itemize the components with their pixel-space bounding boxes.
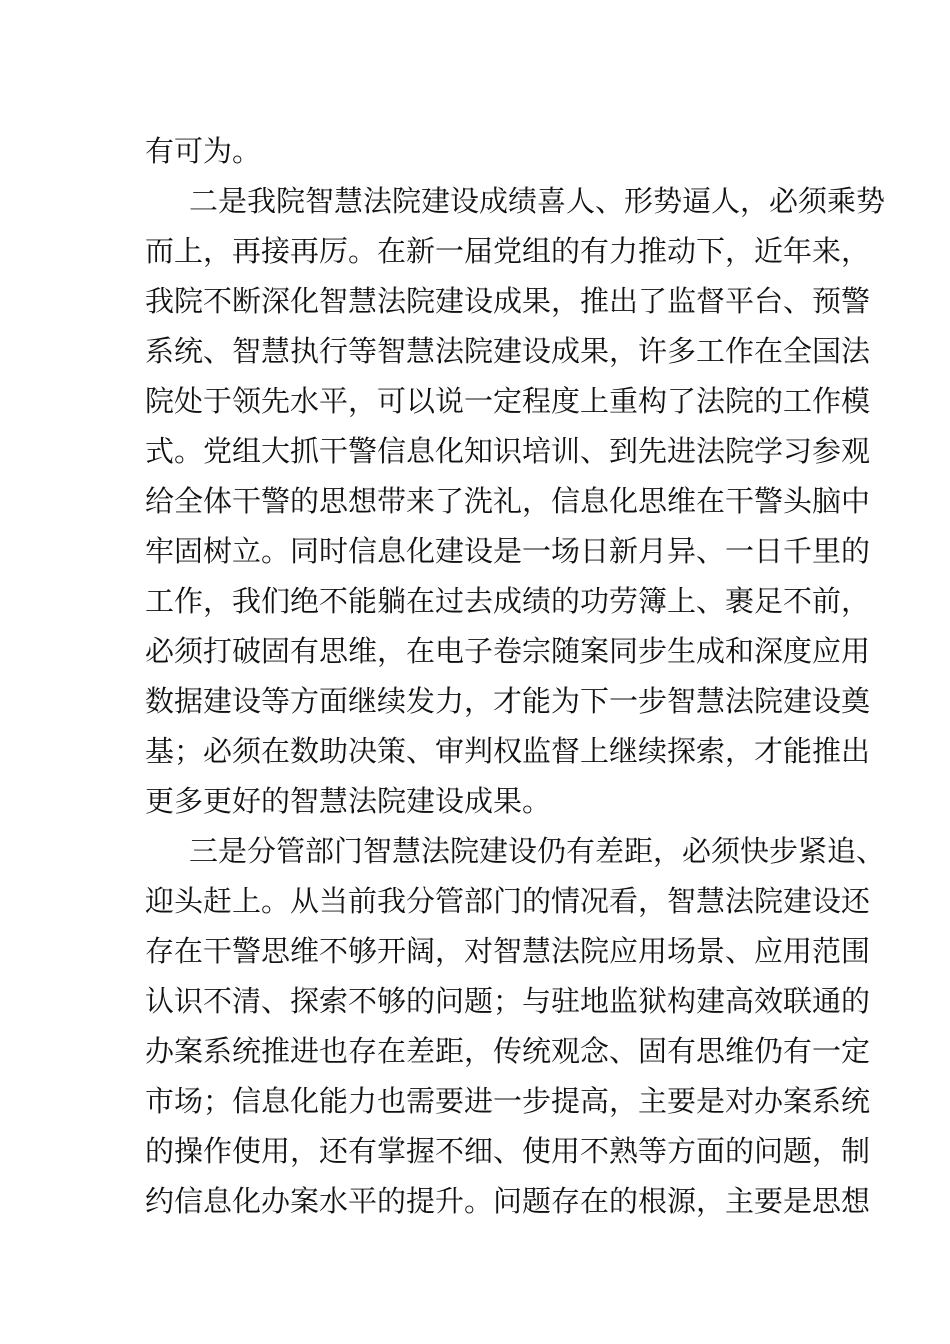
- text-line: 工作，我们绝不能躺在过去成绩的功劳簿上、裹足不前，: [145, 584, 871, 618]
- text-line: 存在干警思维不够开阔，对智慧法院应用场景、应用范围: [145, 934, 871, 968]
- text-line: 约信息化办案水平的提升。问题存在的根源，主要是思想: [145, 1184, 871, 1218]
- text-line: 市场；信息化能力也需要进一步提高，主要是对办案系统: [145, 1084, 871, 1118]
- text-line: 三是分管部门智慧法院建设仍有差距，必须快步紧追、: [189, 834, 886, 868]
- text-line: 而上，再接再厉。在新一届党组的有力推动下，近年来，: [145, 234, 871, 268]
- text-line: 认识不清、探索不够的问题；与驻地监狱构建高效联通的: [145, 984, 871, 1018]
- text-line: 牢固树立。同时信息化建设是一场日新月异、一日千里的: [145, 534, 871, 568]
- text-line: 有可为。: [145, 134, 262, 168]
- text-line: 的操作使用，还有掌握不细、使用不熟等方面的问题，制: [145, 1134, 871, 1168]
- text-line: 数据建设等方面继续发力，才能为下一步智慧法院建设奠: [145, 684, 871, 718]
- text-line: 我院不断深化智慧法院建设成果，推出了监督平台、预警: [145, 284, 871, 318]
- text-line: 更多更好的智慧法院建设成果。: [145, 784, 552, 818]
- text-line: 式。党组大抓干警信息化知识培训、到先进法院学习参观: [145, 434, 871, 468]
- text-line: 必须打破固有思维，在电子卷宗随案同步生成和深度应用: [145, 634, 871, 668]
- body-text: [145, 126, 886, 1226]
- text-line: 迎头赶上。从当前我分管部门的情况看，智慧法院建设还: [145, 884, 871, 918]
- text-line: 给全体干警的思想带来了洗礼，信息化思维在干警头脑中: [145, 484, 871, 518]
- text-line: 二是我院智慧法院建设成绩喜人、形势逼人，必须乘势: [189, 184, 886, 218]
- text-line: 院处于领先水平，可以说一定程度上重构了法院的工作模: [145, 384, 871, 418]
- text-line: 系统、智慧执行等智慧法院建设成果，许多工作在全国法: [145, 334, 871, 368]
- text-line: 基；必须在数助决策、审判权监督上继续探索，才能推出: [145, 734, 871, 768]
- text-line: 办案系统推进也存在差距，传统观念、固有思维仍有一定: [145, 1034, 871, 1068]
